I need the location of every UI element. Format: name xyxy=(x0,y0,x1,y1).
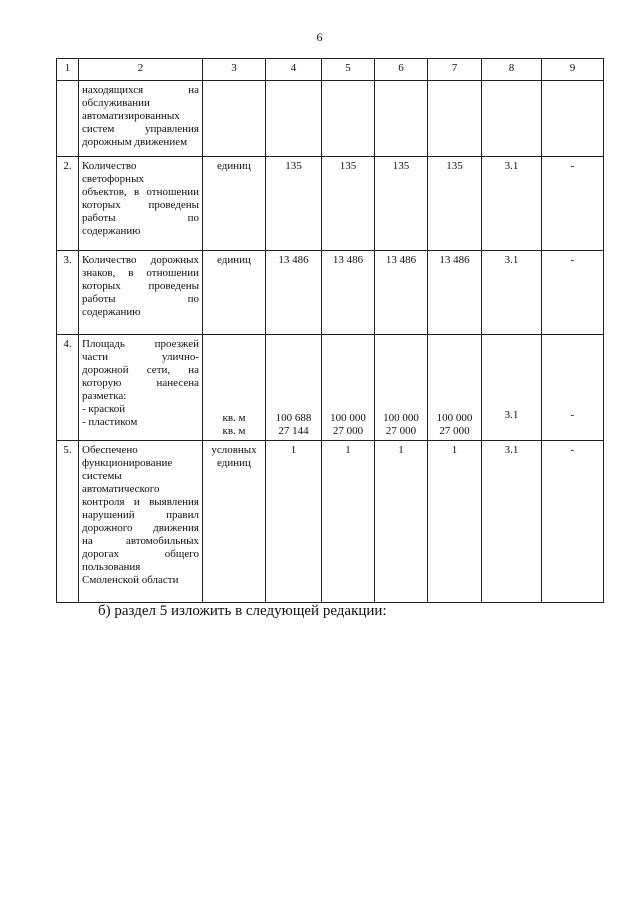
header-cell: 3 xyxy=(203,59,266,81)
header-cell: 8 xyxy=(482,59,542,81)
row-number: 4. xyxy=(57,335,79,441)
value-cell: 135 xyxy=(322,157,375,251)
note-cell: - xyxy=(542,157,604,251)
indicator-name-cell xyxy=(79,81,203,157)
name-line: которых проведены xyxy=(82,199,199,211)
name-line: работы по xyxy=(82,212,199,224)
unit-line: кв. м xyxy=(222,412,246,424)
table-row-3 xyxy=(57,251,604,335)
table-row-4 xyxy=(57,335,604,441)
name-line: пользования xyxy=(82,561,141,573)
name-line: Обеспечено xyxy=(82,444,138,456)
row-number: 5. xyxy=(57,441,79,603)
unit-line: условных xyxy=(211,444,257,456)
value-cell: 135 xyxy=(428,157,482,251)
value-line: 100 688 xyxy=(275,412,312,424)
name-line: на автомобильных xyxy=(82,535,199,547)
name-line: обслуживании xyxy=(82,97,150,109)
unit-cell xyxy=(203,335,266,441)
name-line: разметка: xyxy=(82,390,127,402)
name-line: автоматизированных xyxy=(82,110,180,122)
value-cell: 13 486 xyxy=(428,251,482,335)
value-cell xyxy=(428,335,482,441)
note-cell: - xyxy=(542,335,604,441)
name-line: которую нанесена xyxy=(82,377,199,389)
header-cell: 2 xyxy=(79,59,203,81)
name-line: дорожной сети, на xyxy=(82,364,199,376)
name-line: - пластиком xyxy=(82,416,138,428)
name-line: знаков, в отношении xyxy=(82,267,199,279)
name-line: нарушений правил xyxy=(82,509,199,521)
value-cell xyxy=(266,335,322,441)
name-line: систем управления xyxy=(82,123,199,135)
indicator-name-cell xyxy=(79,251,203,335)
value-line: 27 000 xyxy=(385,425,417,437)
indicator-name-cell xyxy=(79,157,203,251)
table-row-continuation xyxy=(57,81,604,157)
value-cell: 135 xyxy=(375,157,428,251)
header-cell: 7 xyxy=(428,59,482,81)
name-line: содержанию xyxy=(82,225,141,237)
reference-cell: 3.1 xyxy=(482,441,542,603)
name-line: которых проведены xyxy=(82,280,199,292)
name-line: контроля и выявления xyxy=(82,496,199,508)
name-line: Смоленской области xyxy=(82,574,179,586)
value-line: 100 000 xyxy=(330,412,366,424)
value-line: 100 000 xyxy=(383,412,419,424)
unit-cell xyxy=(203,441,266,603)
name-line: Количество xyxy=(82,160,137,172)
header-cell: 1 xyxy=(57,59,79,81)
header-cell: 6 xyxy=(375,59,428,81)
unit-line: единиц xyxy=(217,457,251,469)
value-cell: 135 xyxy=(266,157,322,251)
reference-cell: 3.1 xyxy=(482,251,542,335)
name-line: работы по xyxy=(82,293,199,305)
value-line: 27 000 xyxy=(332,425,364,437)
name-line: части улично- xyxy=(82,351,199,363)
name-line: функционирование xyxy=(82,457,173,469)
number-cell xyxy=(57,81,79,157)
value-cell: 13 486 xyxy=(375,251,428,335)
indicators-table xyxy=(56,58,604,603)
value-cell: 1 xyxy=(266,441,322,603)
value-cell: 1 xyxy=(322,441,375,603)
header-cell: 4 xyxy=(266,59,322,81)
name-line: объектов, в отношении xyxy=(82,186,199,198)
row-number: 3. xyxy=(57,251,79,335)
reference-cell: 3.1 xyxy=(482,157,542,251)
header-row xyxy=(57,59,604,81)
reference-cell: 3.1 xyxy=(482,335,542,441)
section-amendment-text: б) раздел 5 изложить в следующей редакции: xyxy=(98,603,387,619)
name-line: Площадь проезжей xyxy=(82,338,199,350)
name-line: светофорных xyxy=(82,173,144,185)
name-line: содержанию xyxy=(82,306,141,318)
table-row-2 xyxy=(57,157,604,251)
unit-cell: единиц xyxy=(203,157,266,251)
value-cell: 1 xyxy=(375,441,428,603)
name-line: дорожного движения xyxy=(82,522,199,534)
value-cell xyxy=(375,335,428,441)
name-line: дорожным движением xyxy=(82,136,188,148)
header-cell: 9 xyxy=(542,59,604,81)
unit-cell: единиц xyxy=(203,251,266,335)
row-number: 2. xyxy=(57,157,79,251)
value-cell: 13 486 xyxy=(266,251,322,335)
page-number: 6 xyxy=(316,30,323,44)
value-line: 27 000 xyxy=(439,425,470,437)
indicator-name-cell xyxy=(79,441,203,603)
name-line: - краской xyxy=(82,403,126,415)
value-cell: 1 xyxy=(428,441,482,603)
name-line: автоматического xyxy=(82,483,160,495)
name-line: Количество дорожных xyxy=(82,254,199,266)
name-line: дорогах общего xyxy=(82,548,199,560)
name-line: системы xyxy=(82,470,122,482)
name-line: находящихся на xyxy=(82,84,199,96)
unit-line: кв. м xyxy=(222,425,246,437)
table-row-5 xyxy=(57,441,604,603)
header-cell: 5 xyxy=(322,59,375,81)
note-cell: - xyxy=(542,441,604,603)
value-cell: 13 486 xyxy=(322,251,375,335)
value-line: 27 144 xyxy=(278,425,309,437)
indicator-name-cell xyxy=(79,335,203,441)
value-line: 100 000 xyxy=(436,412,473,424)
value-cell xyxy=(322,335,375,441)
note-cell: - xyxy=(542,251,604,335)
